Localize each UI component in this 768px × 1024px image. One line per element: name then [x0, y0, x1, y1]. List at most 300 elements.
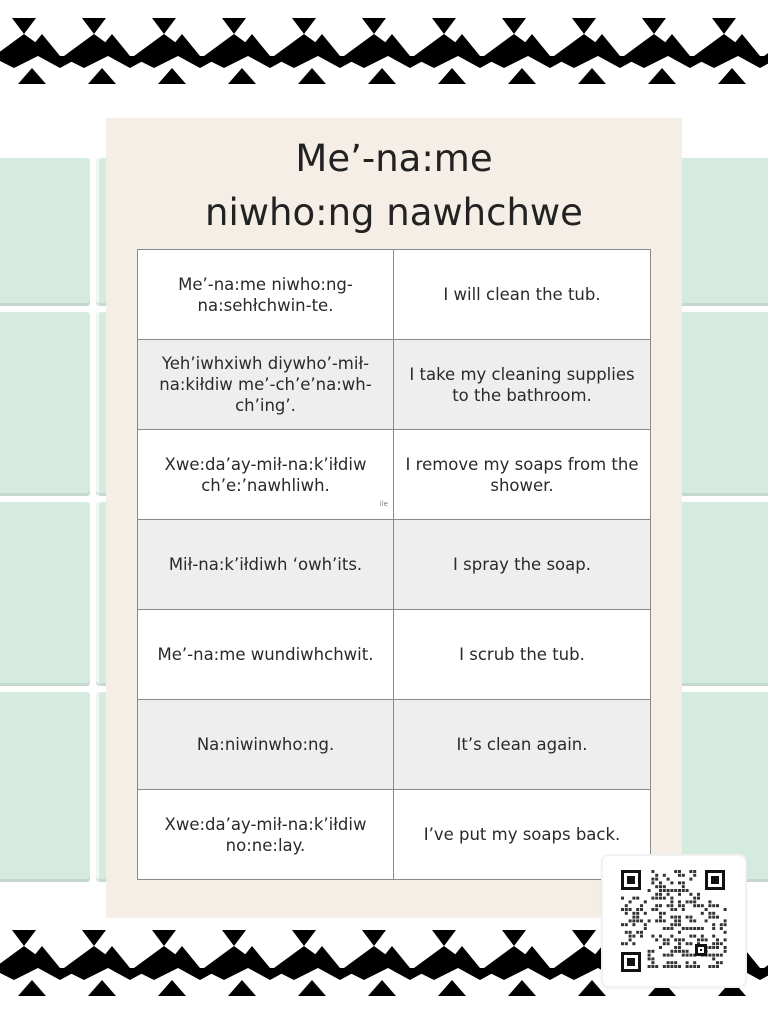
triangle-mark: [362, 18, 386, 34]
qr-module: [724, 946, 727, 949]
qr-module: [655, 965, 658, 968]
qr-module: [693, 904, 696, 907]
qr-module: [629, 938, 632, 941]
qr-module: [678, 893, 681, 896]
title-line-1: Me’-na:me: [295, 137, 493, 180]
triangle-mark: [0, 56, 38, 68]
qr-module: [640, 904, 643, 907]
english-phrase: I will clean the tub.: [394, 250, 651, 340]
qr-module: [651, 897, 654, 900]
qr-module: [678, 931, 681, 934]
qr-module: [663, 954, 666, 957]
triangle-mark: [368, 68, 396, 84]
qr-module: [651, 881, 654, 884]
qr-module: [621, 897, 624, 900]
qr-module: [686, 942, 689, 945]
qr-module: [724, 950, 727, 953]
qr-module: [655, 904, 658, 907]
qr-module: [724, 919, 727, 922]
qr-module: [632, 897, 635, 900]
qr-code-stamp: [603, 856, 745, 986]
qr-module: [682, 874, 685, 877]
qr-module: [674, 938, 677, 941]
triangle-mark: [738, 56, 768, 68]
triangle-mark: [572, 18, 596, 34]
qr-module: [674, 916, 677, 919]
qr-module: [712, 946, 715, 949]
qr-module: [686, 965, 689, 968]
qr-module: [659, 897, 662, 900]
qr-module: [697, 897, 700, 900]
qr-module: [682, 954, 685, 957]
qr-module: [712, 904, 715, 907]
qr-module: [674, 889, 677, 892]
qr-module: [682, 950, 685, 953]
triangle-mark: [292, 930, 316, 946]
qr-module: [708, 954, 711, 957]
qr-module: [712, 916, 715, 919]
qr-module: [674, 946, 677, 949]
qr-module: [632, 916, 635, 919]
qr-module: [651, 935, 654, 938]
qr-module: [678, 916, 681, 919]
qr-module: [720, 954, 723, 957]
qr-module: [693, 874, 696, 877]
table-row: [138, 340, 651, 430]
qr-module: [693, 927, 696, 930]
qr-module: [648, 957, 651, 960]
table-row: [138, 700, 651, 790]
english-phrase: I spray the soap.: [394, 520, 651, 610]
qr-module: [678, 870, 681, 873]
triangle-mark: [718, 68, 746, 84]
tile: [672, 158, 768, 306]
qr-module: [629, 900, 632, 903]
qr-module: [659, 904, 662, 907]
triangle-mark: [158, 68, 186, 84]
qr-module: [670, 965, 673, 968]
qr-module: [670, 954, 673, 957]
qr-module: [651, 957, 654, 960]
triangle-mark: [18, 980, 46, 996]
qr-module: [708, 900, 711, 903]
hupa-phrase-cell: [138, 430, 394, 520]
qr-module: [678, 881, 681, 884]
hupa-phrase: Yeh’iwhxiwh diywho’-mił-na:kiłdiw me’-ch’e’na:wh-ch’ing’.: [138, 340, 394, 430]
qr-module: [689, 942, 692, 945]
qr-module: [636, 897, 639, 900]
qr-module: [678, 900, 681, 903]
qr-module: [693, 965, 696, 968]
tile: [0, 312, 90, 496]
tile: [672, 502, 768, 686]
qr-module: [708, 965, 711, 968]
qr-module: [712, 912, 715, 915]
qr-module: [689, 870, 692, 873]
qr-module: [667, 954, 670, 957]
triangle-mark: [12, 18, 36, 34]
qr-module: [632, 919, 635, 922]
qr-module: [663, 889, 666, 892]
qr-module: [670, 900, 673, 903]
triangle-mark: [572, 930, 596, 946]
qr-module: [621, 908, 624, 911]
qr-module: [629, 919, 632, 922]
qr-module: [682, 904, 685, 907]
qr-module: [659, 946, 662, 949]
qr-module: [655, 897, 658, 900]
qr-module: [716, 961, 719, 964]
qr-module: [674, 965, 677, 968]
triangle-mark: [152, 18, 176, 34]
qr-module: [663, 919, 666, 922]
qr-module: [655, 878, 658, 881]
triangle-mark: [508, 980, 536, 996]
qr-module: [689, 954, 692, 957]
qr-module: [682, 881, 685, 884]
qr-module: [625, 912, 628, 915]
qr-module: [678, 923, 681, 926]
triangle-mark: [502, 930, 526, 946]
qr-module: [667, 965, 670, 968]
qr-module: [659, 919, 662, 922]
qr-module: [627, 958, 635, 966]
qr-module: [670, 897, 673, 900]
qr-module: [689, 927, 692, 930]
qr-module: [724, 908, 727, 911]
phrase-table: [137, 249, 651, 880]
qr-module: [636, 919, 639, 922]
qr-module: [678, 946, 681, 949]
qr-module: [644, 912, 647, 915]
qr-module: [667, 904, 670, 907]
qr-module: [701, 935, 704, 938]
qr-module: [670, 916, 673, 919]
qr-module: [625, 904, 628, 907]
qr-module: [712, 965, 715, 968]
table-row: [138, 520, 651, 610]
hupa-phrase: Xwe:da’ay-mił-na:k’iłdiw no:ne:lay.: [138, 790, 394, 880]
qr-module: [689, 935, 692, 938]
qr-module: [670, 927, 673, 930]
triangle-mark: [222, 18, 246, 34]
english-phrase: I scrub the tub.: [394, 610, 651, 700]
table-row: [138, 610, 651, 700]
qr-module: [674, 908, 677, 911]
qr-module: [678, 889, 681, 892]
qr-module: [716, 904, 719, 907]
qr-module: [625, 931, 628, 934]
qr-module: [670, 881, 673, 884]
qr-module: [693, 935, 696, 938]
qr-module: [667, 961, 670, 964]
page-title: [106, 132, 682, 240]
english-phrase: I’ve put my soaps back.: [394, 790, 651, 880]
qr-module: [705, 938, 708, 941]
qr-module: [678, 919, 681, 922]
hupa-phrase: Me’-na:me niwho:ng-na:sehłchwin-te.: [138, 250, 394, 340]
qr-module: [670, 961, 673, 964]
triangle-mark: [368, 980, 396, 996]
qr-module: [716, 965, 719, 968]
qr-module: [686, 961, 689, 964]
qr-module: [697, 927, 700, 930]
triangle-mark: [82, 930, 106, 946]
qr-module: [659, 893, 662, 896]
qr-module: [648, 889, 651, 892]
qr-module: [712, 954, 715, 957]
triangle-mark: [648, 68, 676, 84]
qr-module: [640, 908, 643, 911]
qr-module: [651, 950, 654, 953]
qr-module: [651, 870, 654, 873]
phrase-card: [106, 118, 682, 918]
title-line-2: niwho:ng nawhchwe: [205, 191, 583, 234]
triangle-mark: [642, 18, 666, 34]
qr-module: [705, 919, 708, 922]
qr-module: [701, 938, 704, 941]
triangle-pattern-top: [0, 12, 768, 86]
qr-module: [678, 950, 681, 953]
qr-module: [636, 908, 639, 911]
qr-module: [711, 876, 719, 884]
qr-module: [667, 889, 670, 892]
qr-module: [655, 908, 658, 911]
qr-module: [670, 889, 673, 892]
hupa-phrase: Na:niwinwho:ng.: [138, 700, 394, 790]
qr-module: [708, 946, 711, 949]
english-phrase: I remove my soaps from the shower.: [394, 430, 651, 520]
qr-module: [655, 919, 658, 922]
qr-module: [701, 904, 704, 907]
qr-module: [678, 938, 681, 941]
triangle-mark: [362, 930, 386, 946]
tile: [0, 158, 90, 306]
qr-module: [640, 919, 643, 922]
english-phrase: I take my cleaning supplies to the bathroom.: [394, 340, 651, 430]
qr-module: [678, 942, 681, 945]
qr-module: [689, 965, 692, 968]
qr-module: [693, 961, 696, 964]
qr-module: [716, 942, 719, 945]
qr-module: [697, 904, 700, 907]
qr-module: [700, 949, 702, 951]
qr-module: [693, 900, 696, 903]
qr-module: [667, 927, 670, 930]
qr-module: [697, 965, 700, 968]
qr-module: [682, 885, 685, 888]
triangle-mark: [222, 930, 246, 946]
qr-module: [708, 912, 711, 915]
qr-module: [689, 919, 692, 922]
qr-module: [644, 927, 647, 930]
qr-module: [651, 961, 654, 964]
triangle-mark: [18, 68, 46, 84]
qr-module: [712, 923, 715, 926]
qr-module: [720, 923, 723, 926]
qr-module: [686, 954, 689, 957]
qr-module: [663, 965, 666, 968]
hupa-phrase: Xwe:da’ay-mił-na:k’iłdiw ch’e:’nawhliwh.: [164, 454, 367, 495]
qr-module: [648, 965, 651, 968]
qr-module: [682, 927, 685, 930]
triangle-mark: [88, 980, 116, 996]
qr-module: [632, 923, 635, 926]
qr-module: [621, 942, 624, 945]
qr-module: [678, 965, 681, 968]
qr-module: [674, 870, 677, 873]
qr-module: [644, 900, 647, 903]
qr-module: [663, 942, 666, 945]
english-phrase: It’s clean again.: [394, 700, 651, 790]
qr-code-icon: [603, 856, 745, 986]
triangle-mark: [502, 18, 526, 34]
triangle-mark: [712, 18, 736, 34]
qr-module: [663, 912, 666, 915]
qr-module: [724, 938, 727, 941]
qr-module: [674, 919, 677, 922]
qr-module: [629, 931, 632, 934]
table-row: [138, 790, 651, 880]
qr-module: [682, 908, 685, 911]
qr-module: [689, 916, 692, 919]
qr-module: [655, 874, 658, 877]
qr-module: [708, 904, 711, 907]
qr-module: [716, 938, 719, 941]
qr-module: [667, 942, 670, 945]
qr-module: [625, 923, 628, 926]
triangle-mark: [298, 980, 326, 996]
qr-module: [724, 923, 727, 926]
qr-module: [693, 897, 696, 900]
qr-module: [670, 904, 673, 907]
qr-module: [644, 923, 647, 926]
qr-module: [663, 927, 666, 930]
qr-module: [708, 916, 711, 919]
qr-module: [655, 893, 658, 896]
qr-module: [678, 874, 681, 877]
qr-module: [629, 908, 632, 911]
qr-module: [663, 938, 666, 941]
triangle-mark: [578, 68, 606, 84]
qr-module: [689, 900, 692, 903]
qr-module: [689, 893, 692, 896]
qr-module: [686, 927, 689, 930]
qr-module: [655, 885, 658, 888]
qr-module: [667, 893, 670, 896]
qr-module: [686, 889, 689, 892]
qr-module: [670, 950, 673, 953]
qr-module: [701, 912, 704, 915]
triangle-mark: [158, 980, 186, 996]
qr-module: [625, 942, 628, 945]
qr-module: [659, 916, 662, 919]
qr-module: [636, 931, 639, 934]
qr-module: [693, 919, 696, 922]
qr-module: [716, 916, 719, 919]
qr-module: [670, 935, 673, 938]
hupa-phrase: Me’-na:me wundiwhchwit.: [138, 610, 394, 700]
qr-module: [651, 965, 654, 968]
qr-module: [659, 881, 662, 884]
qr-module: [663, 874, 666, 877]
qr-module: [720, 961, 723, 964]
qr-module: [667, 878, 670, 881]
qr-module: [689, 878, 692, 881]
qr-module: [697, 893, 700, 896]
qr-module: [651, 908, 654, 911]
qr-module: [697, 938, 700, 941]
qr-module: [636, 916, 639, 919]
qr-module: [674, 923, 677, 926]
qr-module: [712, 942, 715, 945]
qr-module: [712, 927, 715, 930]
qr-module: [627, 876, 635, 884]
triangle-mark: [228, 68, 256, 84]
qr-module: [686, 900, 689, 903]
tile: [0, 502, 90, 686]
table-row: [138, 430, 651, 520]
qr-module: [724, 931, 727, 934]
qr-module: [682, 938, 685, 941]
qr-module: [674, 961, 677, 964]
qr-module: [678, 904, 681, 907]
qr-module: [648, 950, 651, 953]
triangle-mark: [764, 946, 768, 968]
qr-module: [663, 885, 666, 888]
qr-module: [629, 935, 632, 938]
qr-module: [625, 908, 628, 911]
triangle-mark: [0, 968, 38, 980]
qr-module: [682, 889, 685, 892]
triangle-mark: [298, 68, 326, 84]
qr-module: [659, 935, 662, 938]
triangle-mark: [432, 18, 456, 34]
hupa-phrase: Mił-na:k’iłdiwh ‘owh’its.: [138, 520, 394, 610]
qr-module: [659, 885, 662, 888]
qr-module: [712, 935, 715, 938]
qr-module: [670, 908, 673, 911]
qr-module: [720, 927, 723, 930]
qr-module: [659, 889, 662, 892]
tile: [672, 312, 768, 496]
qr-module: [655, 938, 658, 941]
qr-module: [640, 935, 643, 938]
qr-module: [640, 931, 643, 934]
qr-module: [667, 938, 670, 941]
qr-module: [701, 927, 704, 930]
triangle-mark: [292, 18, 316, 34]
qr-module: [705, 908, 708, 911]
triangle-mark: [152, 930, 176, 946]
qr-module: [651, 878, 654, 881]
triangle-mark: [432, 930, 456, 946]
qr-module: [659, 912, 662, 915]
qr-module: [636, 912, 639, 915]
qr-module: [648, 954, 651, 957]
triangle-mark: [578, 980, 606, 996]
qr-module: [674, 950, 677, 953]
qr-module: [670, 923, 673, 926]
triangle-mark: [228, 980, 256, 996]
triangle-mark: [12, 930, 36, 946]
qr-module: [686, 916, 689, 919]
qr-module: [720, 942, 723, 945]
triangle-mark: [438, 68, 466, 84]
tiny-note: ile: [379, 500, 388, 508]
qr-module: [716, 954, 719, 957]
qr-module: [632, 935, 635, 938]
